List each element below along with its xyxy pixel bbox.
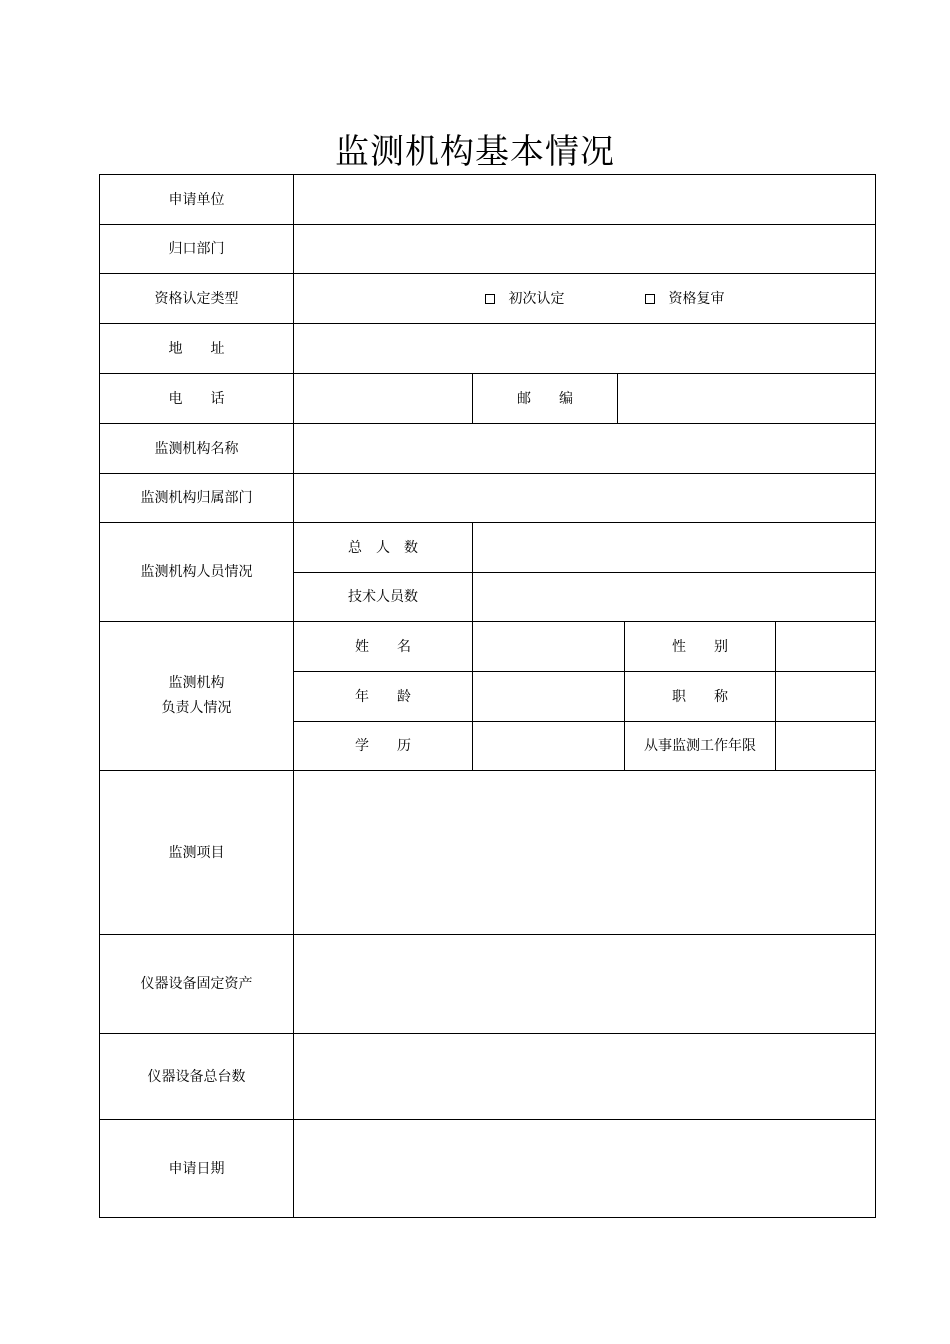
apply-date-field[interactable] (293, 1119, 876, 1218)
staff-total-field[interactable] (472, 522, 876, 573)
label-text: 邮 编 (517, 390, 573, 407)
option-review[interactable] (645, 287, 725, 311)
label-head-name (293, 621, 473, 672)
staff-tech-field[interactable] (472, 572, 876, 622)
label-text: 年 龄 (355, 688, 411, 705)
label-org-affiliation (99, 473, 294, 523)
label-head-age (293, 671, 473, 722)
head-edu-field[interactable] (472, 721, 625, 771)
label-head-text (162, 671, 232, 721)
label-text: 地 址 (168, 340, 225, 357)
label-head-line2: 负责人情况 (161, 700, 232, 716)
label-assets (99, 934, 294, 1034)
label-head-gender (624, 621, 776, 672)
label-phone (99, 373, 294, 424)
equip-count-field[interactable] (293, 1033, 876, 1120)
checkbox-review[interactable] (645, 294, 655, 304)
label-text: 总 人 数 (348, 539, 418, 556)
label-items (99, 770, 294, 935)
label-text: 从事监测工作年限 (644, 738, 756, 754)
label-affiliation (99, 224, 294, 274)
head-name-field[interactable] (472, 621, 625, 672)
label-text: 职 称 (672, 688, 728, 705)
phone-field[interactable] (293, 373, 473, 424)
checkbox-initial[interactable] (485, 294, 495, 304)
label-text: 仪器设备总台数 (147, 1068, 246, 1085)
option-initial-label: 初次认定 (508, 290, 565, 307)
assets-field[interactable] (293, 934, 876, 1034)
label-text: 监测机构名称 (154, 440, 239, 457)
label-text: 电 话 (168, 390, 225, 407)
label-org-name (99, 423, 294, 474)
option-initial[interactable] (485, 287, 565, 311)
label-staff (99, 522, 294, 622)
label-head-years (624, 721, 776, 771)
label-apply-date (99, 1119, 294, 1218)
head-title-field[interactable] (775, 671, 876, 722)
postcode-field[interactable] (617, 373, 876, 424)
label-text: 监测机构人员情况 (140, 564, 253, 580)
label-text: 性 别 (672, 638, 728, 655)
label-text: 申请单位 (168, 191, 225, 208)
page-title: 监测机构基本情况 (335, 132, 615, 172)
head-age-field[interactable] (472, 671, 625, 722)
label-text: 申请日期 (168, 1160, 225, 1177)
items-field[interactable] (293, 770, 876, 935)
label-text: 姓 名 (355, 638, 411, 655)
head-years-field[interactable] (775, 721, 876, 771)
head-gender-field[interactable] (775, 621, 876, 672)
label-text: 学 历 (355, 738, 411, 754)
qual-type-options (293, 273, 876, 324)
label-head-line1: 监测机构 (168, 675, 225, 691)
org-name-field[interactable] (293, 423, 876, 474)
option-review-label: 资格复审 (668, 290, 725, 307)
label-qual-type (99, 273, 294, 324)
label-text: 技术人员数 (348, 589, 418, 605)
label-text: 归口部门 (168, 241, 225, 257)
label-equip-count (99, 1033, 294, 1120)
label-text: 监测项目 (168, 844, 225, 861)
label-head-edu (293, 721, 473, 771)
label-text: 监测机构归属部门 (140, 490, 253, 506)
org-affiliation-field[interactable] (293, 473, 876, 523)
address-field[interactable] (293, 323, 876, 374)
label-head (99, 621, 294, 771)
label-text: 资格认定类型 (154, 290, 239, 307)
label-postcode (472, 373, 618, 424)
label-text: 仪器设备固定资产 (140, 976, 253, 992)
label-address (99, 323, 294, 374)
label-head-title (624, 671, 776, 722)
label-staff-total (293, 522, 473, 573)
applicant-field[interactable] (293, 174, 876, 225)
label-staff-tech (293, 572, 473, 622)
affiliation-field[interactable] (293, 224, 876, 274)
label-applicant (99, 174, 294, 225)
